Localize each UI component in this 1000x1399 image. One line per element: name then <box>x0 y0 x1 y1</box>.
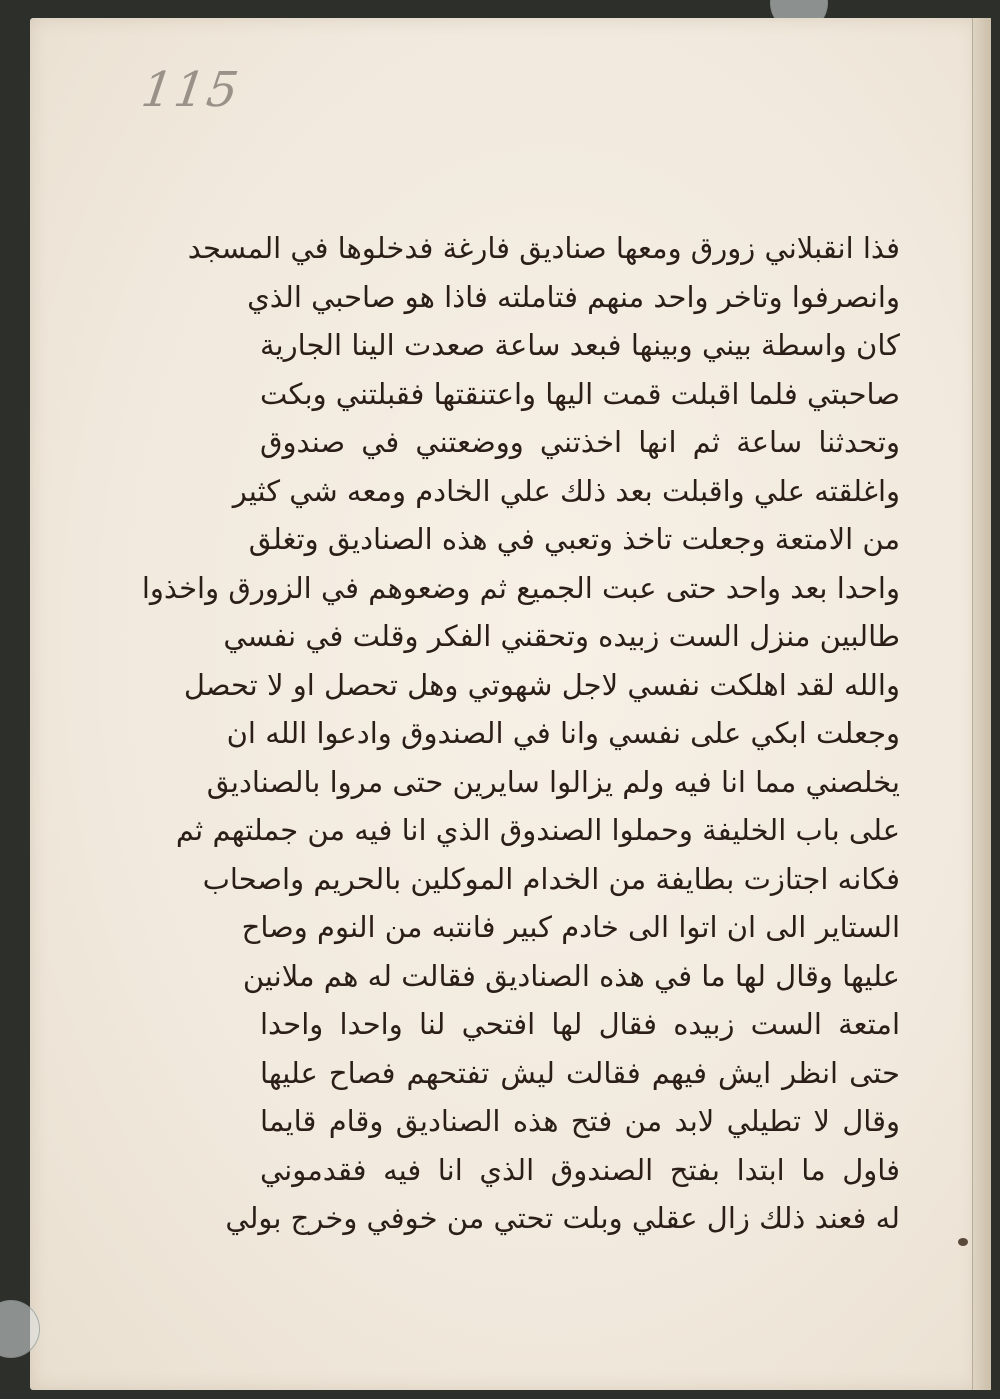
text-line: صاحبتي فلما اقبلت قمت اليها واعتنقتها فقبلتني وبكت <box>260 376 900 411</box>
text-line: امتعة الست زبيده فقال لها افتحي لنا واحدا واحدا <box>260 1007 900 1041</box>
handwritten-text-block <box>141 228 900 1238</box>
text-line: واغلقته علي واقبلت بعد ذلك علي الخادم ومعه شي كثير <box>232 473 900 508</box>
text-line: واحدا بعد واحد حتى عبت الجميع ثم وضعوهم في الزورق واخذوا <box>141 570 900 605</box>
text-line: طالبين منزل الست زبيده وتحقني الفكر وقلت في نفسي <box>223 619 900 653</box>
text-line: وتحدثنا ساعة ثم انها اخذتني ووضعتني في صندوق <box>260 425 900 459</box>
ink-spot <box>958 1238 968 1246</box>
text-line: حتى انظر ايش فيهم فقالت ليش تفتحهم فصاح عليها <box>260 1055 900 1090</box>
text-line: فذا انقبلاني زورق ومعها صناديق فارغة فدخلوها في المسجد <box>187 231 900 265</box>
folio-number: 115 <box>138 62 244 118</box>
text-line: الستاير الى ان اتوا الى خادم كبير فانتبه من النوم وصاح <box>241 910 900 944</box>
text-line: فاول ما ابتدا بفتح الصندوق الذي انا فيه فقدموني <box>260 1152 900 1187</box>
text-line: كان واسطة بيني وبينها فبعد ساعة صعدت الينا الجارية <box>260 328 900 362</box>
text-line: له فعند ذلك زال عقلي وبلت تحتي من خوفي وخرج بولي <box>225 1201 900 1235</box>
text-line: والله لقد اهلكت نفسي لاجل شهوتي وهل تحصل او لا تحصل <box>183 667 900 702</box>
manuscript-page <box>30 18 978 1390</box>
text-line: وجعلت ابكي على نفسي وانا في الصندوق وادعوا الله ان <box>226 716 900 750</box>
text-line: على باب الخليفة وحملوا الصندوق الذي انا فيه من جملتهم ثم <box>175 813 900 847</box>
text-line: عليها وقال لها ما في هذه الصناديق فقالت له هم ملانين <box>242 958 900 993</box>
text-line: وانصرفوا وتاخر واحد منهم فتاملته فاذا هو صاحبي الذي <box>247 279 900 314</box>
text-line: من الامتعة وجعلت تاخذ وتعبي في هذه الصناديق وتغلق <box>248 522 900 556</box>
text-line: وقال لا تطيلي لابد من فتح هذه الصناديق وقام قايما <box>260 1104 900 1138</box>
text-line: فكانه اجتازت بطايفة من الخدام الموكلين بالحريم واصحاب <box>202 861 900 896</box>
text-line: يخلصني مما انا فيه ولم يزالوا سايرين حتى مروا بالصناديق <box>206 764 900 799</box>
page-edge <box>972 18 991 1390</box>
